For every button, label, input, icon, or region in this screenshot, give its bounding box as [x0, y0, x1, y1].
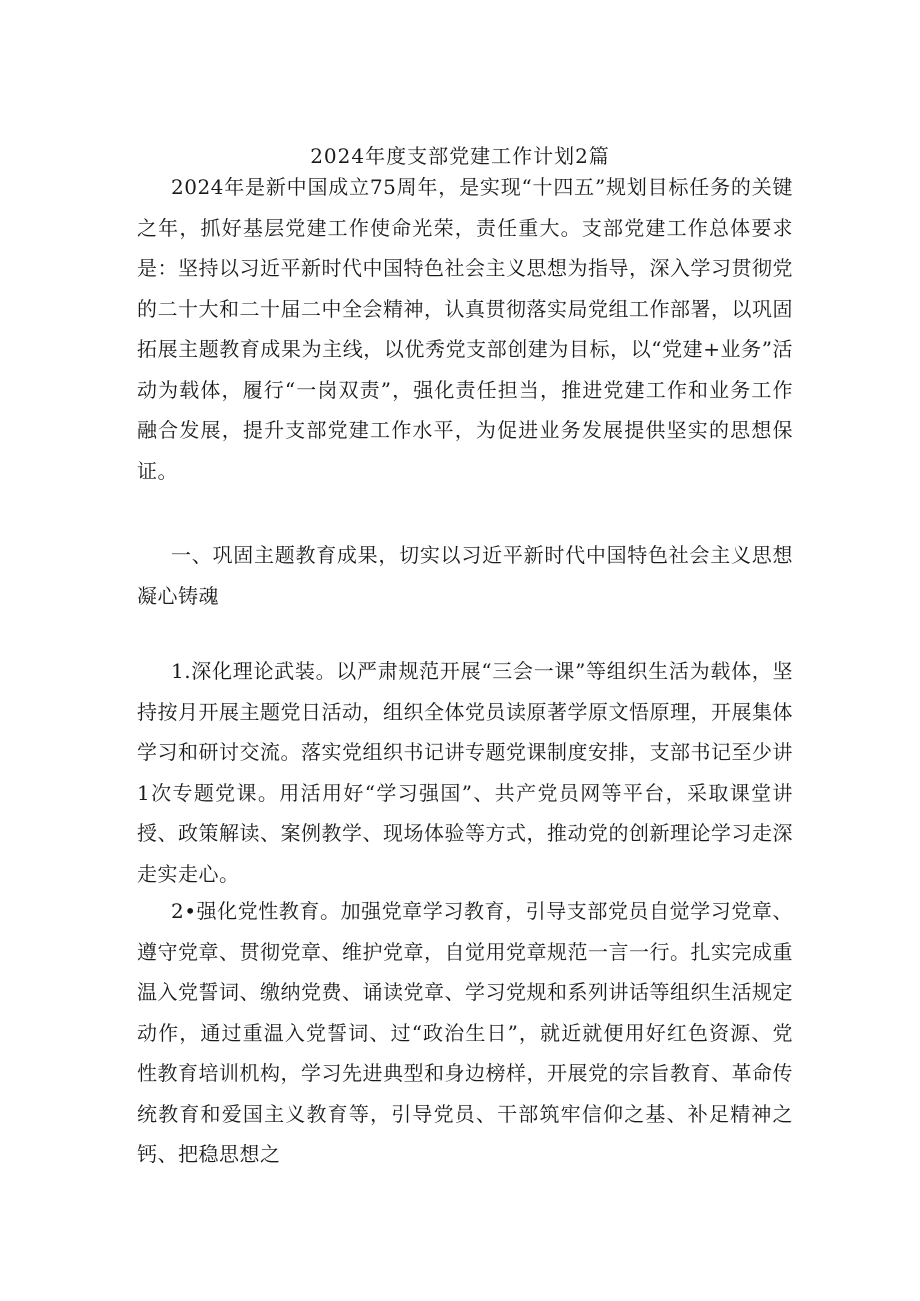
- subsection-paragraph-2: 2•强化党性教育。加强党章学习教育，引导支部党员自觉学习党章、遵守党章、贯彻党章、维护党章，自觉用党章规范一言一行。扎实完成重温入党誓词、缴纳党费、诵读党章、学习党规和系列讲话等组织生活规定动作，通过重温入党誓词、过“政治生日”，就近就便用好红色资源、党性教育培训机构，学习先进典型和身边榜样，开展党的宗旨教育、革命传统教育和爱国主义教育等，引导党员、干部筑牢信仰之基、补足精神之钙、把稳思想之: [137, 899, 793, 1166]
- intro-paragraph: 2024年是新中国成立75周年，是实现“十四五”规划目标任务的关键之年，抓好基层党建工作使命光荣，责任重大。支部党建工作总体要求是：坚持以习近平新时代中国特色社会主义思想为指导，深入学习贯彻党的二十大和二十届二中全会精神，认真贯彻落实局党组工作部署，以巩固拓展主题教育成果为主线，以优秀党支部创建为目标，以“党建+业务”活动为载体，履行“一岗双责”，强化责任担当，推进党建工作和业务工作融合发展，提升支部党建工作水平，为促进业务发展提供坚实的思想保证。: [137, 175, 793, 483]
- subsection-paragraph-1: 1.深化理论武装。以严肃规范开展“三会一课”等组织生活为载体，坚持按月开展主题党日活动，组织全体党员读原著学原文悟原理，开展集体学习和研讨交流。落实党组织书记讲专题党课制度安排，支部书记至少讲1次专题党课。用活用好“学习强国”、共产党员网等平台，采取课堂讲授、政策解读、案例教学、现场体验等方式，推动党的创新理论学习走深走实走心。: [137, 659, 793, 886]
- section-heading-1: 一、巩固主题教育成果，切实以习近平新时代中国特色社会主义思想凝心铸魂: [137, 543, 793, 608]
- document-title: 2024年度支部党建工作计划2篇: [310, 144, 610, 168]
